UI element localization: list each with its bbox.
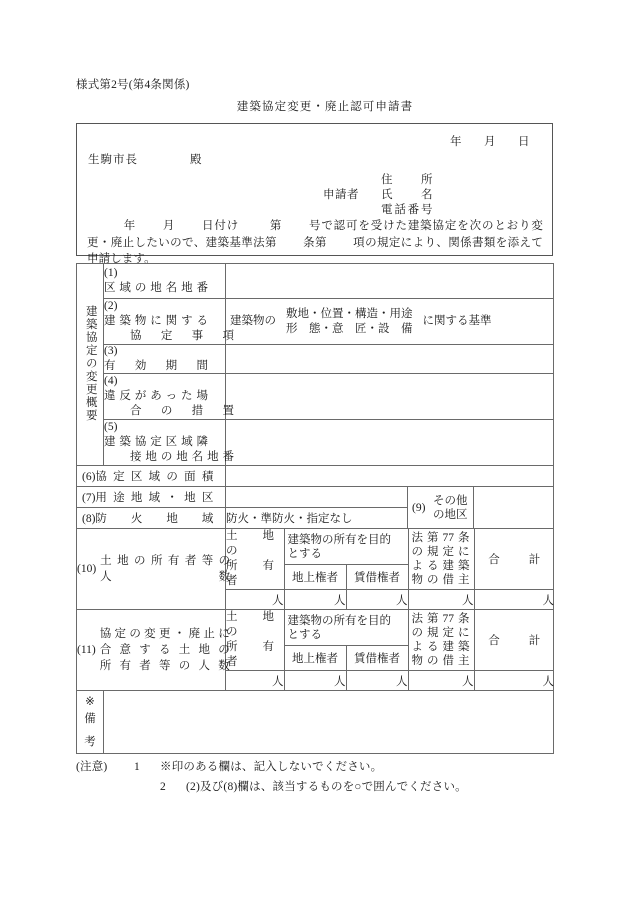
row11-col-total: 合 計: [474, 610, 554, 671]
row10-value-row: [226, 590, 554, 610]
body-day: 日付け: [201, 220, 240, 232]
row8-number: (8): [82, 513, 96, 525]
row8-value[interactable]: 防火・準防火・指定なし: [226, 508, 408, 529]
row7-number: (7): [82, 492, 96, 504]
row2-value-suffix: に関する基準: [422, 315, 492, 327]
document-title: 建築協定変更・廃止認可申請書: [236, 101, 414, 113]
remarks-value[interactable]: [104, 691, 554, 754]
table-row-1: [77, 264, 554, 299]
row11-col-lease: 賃借権者: [346, 646, 408, 671]
table-row-5: [77, 420, 554, 466]
remarks-mark: ※: [85, 695, 95, 708]
remarks-label-line1: 備: [84, 712, 96, 725]
applicant-name-row: [381, 188, 433, 203]
remarks-label-line2: 考: [84, 735, 96, 748]
row10-col-art77: 法第77条 の規定に よる建築 物の借主: [408, 529, 474, 590]
row3-label-cell: [104, 345, 226, 374]
note-item-1: [76, 757, 467, 777]
row7-label: 用途地域・地区: [95, 492, 214, 504]
row1-number: (1): [104, 267, 118, 279]
row11-subtable: [226, 610, 554, 690]
date-line: [450, 133, 530, 149]
body-text: [87, 218, 543, 268]
table-row-10: [77, 529, 554, 610]
date-month: 月: [484, 136, 496, 148]
applicant-name-label: 氏 名: [381, 189, 433, 201]
date-year: 年: [450, 136, 462, 148]
row8-label: 防火地域: [95, 513, 214, 525]
row7-label-cell: [77, 487, 226, 508]
row10-number: (10): [77, 563, 97, 575]
body-number-label: 第: [269, 220, 283, 232]
table-row-11: [77, 610, 554, 691]
row11-sub-header-1: [226, 610, 554, 646]
applicant-block: [323, 173, 433, 218]
row10-label-cell: [77, 529, 231, 610]
applicant-address-label: 住 所: [381, 174, 433, 186]
notes-block: [76, 757, 467, 797]
row10-col-superficies: 地上権者: [284, 565, 346, 590]
row1-value[interactable]: [226, 264, 554, 299]
table-row-4: [77, 374, 554, 420]
row3-value[interactable]: [226, 345, 554, 374]
row11-label-line2: 合意する土地の: [99, 644, 230, 656]
application-form-table: [76, 263, 554, 754]
body-line1-tail: 号で認可を受けた建築協定を次のとおり変: [308, 220, 543, 232]
table-row-remarks: [77, 691, 554, 754]
row11-col-superficies: 地上権者: [284, 646, 346, 671]
row4-value[interactable]: [226, 374, 554, 420]
row9-number: (9): [412, 501, 426, 514]
row6-number: (6): [82, 471, 96, 483]
row11-value-art77[interactable]: 人: [408, 671, 474, 691]
row2-label-cell: [104, 299, 234, 345]
applicant-label: 申請者: [323, 189, 359, 201]
row2-value-line1: 敷地・位置・構造・用途: [286, 307, 413, 320]
row3-number: (3): [104, 345, 118, 357]
row1-label-cell: [104, 264, 226, 299]
form-code: 様式第2号(第4条関係): [76, 79, 190, 91]
row2-label-line1: 建築物に関する: [104, 315, 208, 327]
applicant-phone-row: [381, 203, 433, 218]
row5-label-line2: 接地の地名地番: [130, 451, 234, 463]
row4-number: (4): [104, 375, 118, 387]
row10-col-lease: 賃借権者: [346, 565, 408, 590]
row10-col-land-owner: 土 地 の 所 有 者: [226, 529, 284, 590]
row10-value-art77[interactable]: 人: [408, 590, 474, 610]
table-row-7: [77, 487, 554, 508]
row11-value-superficies[interactable]: 人: [284, 671, 346, 691]
row11-label-cell: [77, 610, 230, 691]
remarks-label-cell: [77, 691, 104, 754]
row2-value[interactable]: [226, 299, 554, 345]
note-2-text: (2)及び(8)欄は、該当するものを○で囲んでください。: [186, 781, 467, 793]
row10-value-total[interactable]: 人: [474, 590, 554, 610]
row10-sub-header-1: [226, 529, 554, 565]
body-line2-head: 更・廃止したいので、建築基準法第: [87, 236, 277, 249]
header-box: [76, 123, 553, 265]
row4-label-cell: [104, 374, 234, 420]
note-1-text: ※印のある欄は、記入しないでください。: [160, 761, 383, 773]
body-month: 月: [162, 220, 176, 232]
row5-label-line1: 建築協定区域隣: [104, 436, 208, 448]
row2-label-line2: 協 定 事 項: [130, 330, 234, 342]
row10-value-lease[interactable]: 人: [346, 590, 408, 610]
row11-col-art77: 法第77条 の規定に よる建築 物の借主: [408, 610, 474, 671]
date-day: 日: [518, 136, 530, 148]
note-item-2: [76, 777, 467, 797]
row3-label: 有 効 期 間: [104, 360, 208, 372]
row10-col-total: 合 計: [474, 529, 554, 590]
row2-value-prefix: 建築物の: [230, 315, 276, 327]
row10-label-line2: 人 数: [100, 571, 231, 583]
row6-label-cell: [77, 466, 226, 487]
row11-label-line1: 協定の変更・廃止に: [99, 628, 230, 640]
row11-label-line3: 所有者等の人数: [99, 660, 230, 672]
row11-value-land-owner[interactable]: 人: [226, 671, 284, 691]
applicant-address-row: [381, 173, 433, 188]
row10-label-line1: 土地の所有者等の: [100, 555, 231, 567]
row2-number: (2): [104, 300, 118, 312]
row10-value-superficies[interactable]: 人: [284, 590, 346, 610]
row5-value[interactable]: [226, 420, 554, 466]
row11-col-land-owner: 土 地 の 所 有 者: [226, 610, 284, 671]
row11-value-row: [226, 671, 554, 691]
row1-label: 区域の地名地番: [104, 282, 208, 294]
row4-label-line1: 違反があった場: [104, 390, 208, 402]
row9-value[interactable]: [474, 487, 554, 529]
table-row-6: [77, 466, 554, 487]
row4-label-line2: 合 の 措 置: [130, 405, 234, 417]
row6-value[interactable]: [226, 466, 554, 487]
body-line3: します。: [110, 253, 156, 265]
row2-value-stack: [286, 307, 413, 337]
applicant-phone-label: 電話番号: [381, 204, 433, 216]
note-1-number: 1: [134, 761, 140, 773]
body-year: 年: [123, 220, 137, 232]
row10-subtable: [226, 529, 554, 609]
addressee-name: 生駒市長: [88, 154, 138, 166]
row2-value-line2: 形 態・意 匠・設 備: [286, 322, 413, 335]
row7-value[interactable]: [226, 487, 408, 508]
row11-value-total[interactable]: 人: [474, 671, 554, 691]
row9-label-line1: その他: [432, 494, 468, 507]
addressee-honorific: 殿: [190, 154, 203, 166]
row8-label-cell: [77, 508, 226, 529]
table-row-3: [77, 345, 554, 374]
row6-label: 協定区域の面積: [95, 471, 214, 483]
row11-col-purpose: 建築物の所有を目的 とする: [284, 610, 408, 646]
row10-value-land-owner[interactable]: 人: [226, 590, 284, 610]
row5-number: (5): [104, 421, 118, 433]
row5-label-cell: [104, 420, 234, 466]
section-side-label: 建築協定の変更概要: [77, 264, 104, 466]
row11-value-lease[interactable]: 人: [346, 671, 408, 691]
row11-number: (11): [77, 644, 96, 656]
row10-col-purpose: 建築物の所有を目的 とする: [284, 529, 408, 565]
addressee-line: [88, 151, 203, 167]
row9-label-cell: [408, 487, 474, 529]
note-2-number: 2: [160, 781, 166, 793]
notes-heading: (注意): [76, 761, 108, 773]
body-article-label: 条第: [302, 236, 327, 249]
body-line2-tail: 項の規定により、関係書類を添えて申請: [87, 236, 543, 265]
row9-label-line2: の地区: [432, 508, 468, 521]
table-row-2: [77, 299, 554, 345]
